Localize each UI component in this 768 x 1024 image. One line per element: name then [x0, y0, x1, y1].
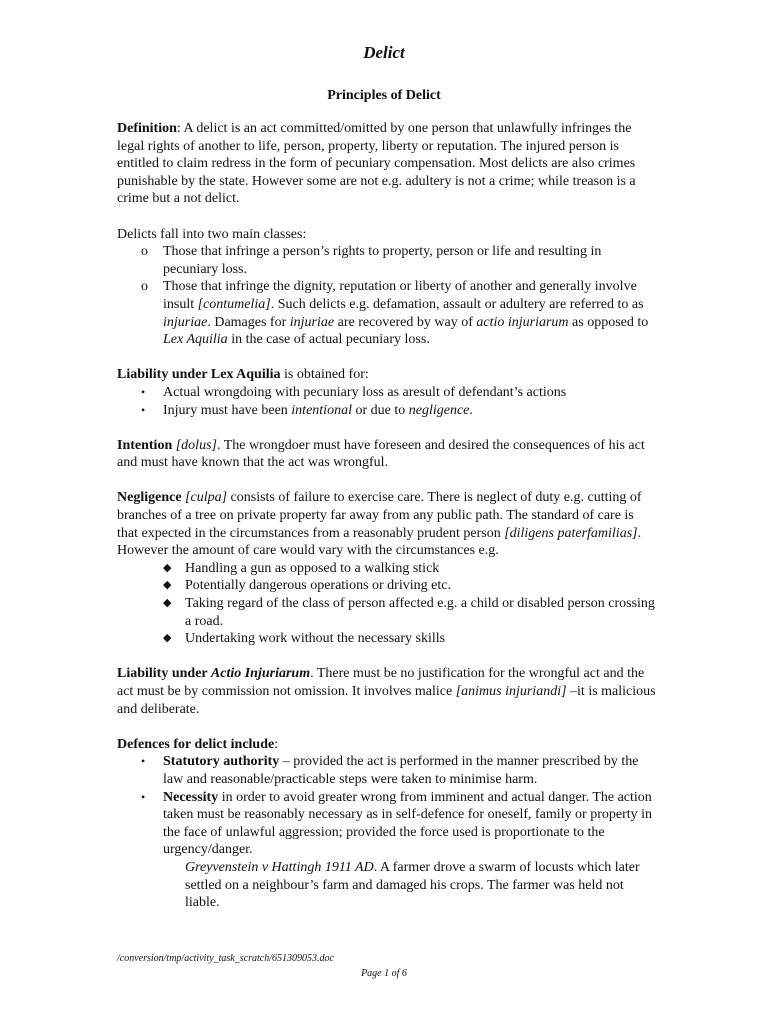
document-body: [117, 120, 657, 912]
list-item: o Those that infringe a person’s rights to property, person or life and resulting in pecuniary loss.: [141, 244, 602, 277]
bullet-marker: •: [141, 384, 146, 399]
intention-paragraph: Intention [dolus]. The wrongdoer must have foreseen and desired the consequences of his act and must have known that the act was wrongful.: [117, 437, 645, 471]
diamond-bullet-icon: ◆: [163, 579, 172, 592]
document-title: Delict: [363, 43, 405, 62]
diamond-bullet-icon: ◆: [163, 561, 172, 574]
list-item: o Those that infringe the dignity, reputation or liberty of another and generally involve insult [contumelia]. Such delicts e.g. defamation, assault or adultery are referred to as injuriae. Damages for injuriae are recovered by way of actio injuriarum as opposed to Lex Aquilia in the case of actual pecuniary loss.: [141, 279, 649, 348]
actio-injuriarum-paragraph: Liability under Actio Injuriarum. There must be no justification for the wrongful act and the act must be by commission not omission. It involves malice [animus injuriandi] –it is malicious and deliberate.: [117, 666, 656, 717]
list-item: • Necessity in order to avoid greater wrong from imminent and actual danger. The action taken must be reasonably necessary as in self-defence for oneself, family or property in the face of unlawful aggression; provided the force used is proportionate to the urgency/danger.: [141, 789, 653, 858]
list-item: ◆ Potentially dangerous operations or driving etc.: [163, 578, 451, 594]
definition-term: Definition: [117, 121, 177, 136]
document-subtitle: Principles of Delict: [327, 88, 441, 103]
diamond-bullet-icon: ◆: [163, 597, 172, 610]
list-item: ◆ Handling a gun as opposed to a walking stick: [163, 560, 440, 576]
diamond-bullet-icon: ◆: [163, 632, 172, 645]
negligence-paragraph: Negligence [culpa] consists of failure to exercise care. There is neglect of duty e.g. cutting of branches of a tree on private property far away from any public path. The standard of care is that expected in the circumstances from a reasonably prudent person [diligens paterfamilias]. However the amount of care would vary with the circumstances e.g.: [117, 490, 642, 559]
classes-intro: Delicts fall into two main classes:: [117, 226, 307, 242]
definition-paragraph: Definition: A delict is an act committed/omitted by one person that unlawfully infringes the legal rights of another to life, person, property, liberty or reputation. The injured person is entitled to claim redress in the form of pecuniary compensation. Most delicts are also crimes punishable by the state. However some are not e.g. adultery is not a crime; while treason is a crime but a not delict.: [117, 121, 636, 207]
list-item: • Statutory authority – provided the act is performed in the manner prescribed by the law and reasonable/practicable steps were taken to minimise harm.: [141, 754, 639, 787]
lex-aquilia-heading: Liability under Lex Aquilia is obtained for:: [117, 367, 369, 383]
case-citation-paragraph: Greyvenstein v Hattingh 1911 AD. A farmer drove a swarm of locusts which later settled on a neighbour’s farm and damaged his crops. The farmer was held not liable.: [185, 859, 640, 911]
list-item: • Actual wrongdoing with pecuniary loss as aresult of defendant’s actions: [141, 384, 567, 400]
bullet-marker: o: [141, 279, 148, 295]
definition-text: A delict is an act committed/omitted by one person that unlawfully infringes the legal rights of another to life, person, property, liberty or reputation. The injured person is entitled to claim redress in the form of pecuniary compensation. Most delicts are also crimes punishable by the state. However some are not e.g. adultery is not a crime; while treason is a crime but a not delict.: [117, 121, 636, 207]
defences-heading: Defences for delict include:: [117, 736, 279, 752]
bullet-marker: •: [141, 754, 146, 769]
footer-file-path: /conversion/tmp/activity_task_scratch/651309053.doc: [117, 953, 334, 964]
list-item: ◆ Undertaking work without the necessary skills: [163, 631, 446, 647]
bullet-marker: o: [141, 244, 148, 260]
bullet-marker: •: [141, 789, 146, 804]
list-item: ◆ Taking regard of the class of person affected e.g. a child or disabled person crossing a road.: [163, 596, 655, 629]
bullet-marker: •: [141, 402, 146, 417]
list-item: • Injury must have been intentional or due to negligence.: [141, 402, 473, 418]
footer-page-number: Page 1 of 6: [361, 968, 407, 979]
